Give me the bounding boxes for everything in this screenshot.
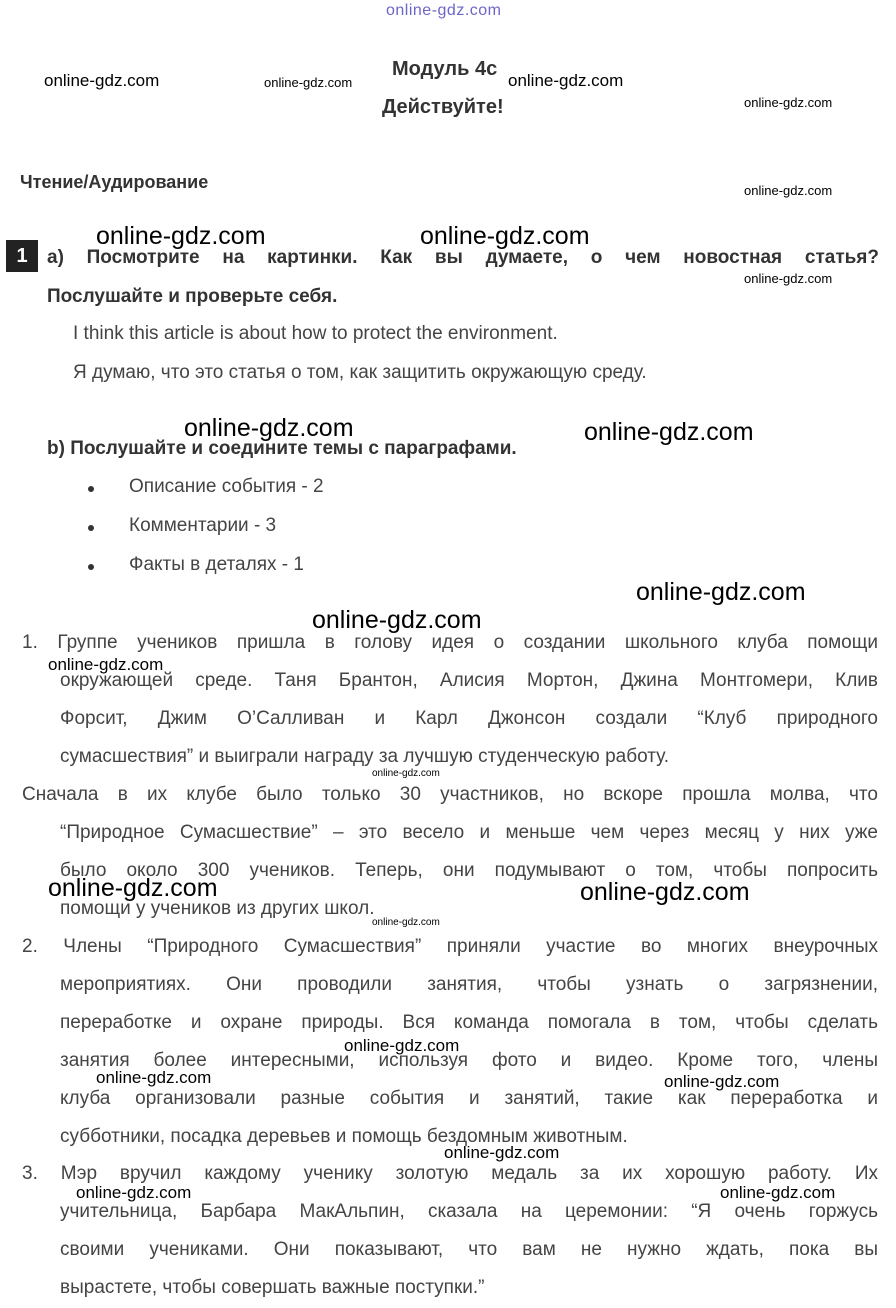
bullet-icon — [88, 525, 94, 531]
answer-russian: Я думаю, что это статья о том, как защитить окружающую среду. — [73, 362, 647, 383]
watermark: online-gdz.com — [720, 1183, 836, 1202]
module-title: Модуль 4c — [392, 58, 498, 80]
watermark: online-gdz.com — [344, 1036, 460, 1055]
watermark: online-gdz.com — [508, 71, 624, 90]
paragraph-line: учительница, Барбара МакАльпин, сказала на церемонии: “Я очень горжусь — [60, 1201, 878, 1222]
paragraph-line: своими учениками. Они показывают, что вам не нужно ждать, пока вы — [60, 1239, 878, 1260]
paragraph-line: мероприятиях. Они проводили занятия, чтобы узнать о загрязнении, — [60, 974, 878, 995]
watermark: online-gdz.com — [76, 1183, 192, 1202]
paragraph-line: вырастете, чтобы совершать важные поступки.” — [60, 1277, 485, 1298]
watermark: online-gdz.com — [96, 1068, 212, 1087]
watermark: online-gdz.com — [664, 1072, 780, 1091]
bullet-icon — [88, 564, 94, 570]
paragraph-line: сумасшествия” и выиграли награду за лучшую студенческую работу. — [60, 746, 670, 767]
answer-english: I think this article is about how to protect the environment. — [73, 323, 558, 344]
paragraph-line: помощи у учеников из других школ. — [60, 898, 375, 919]
watermark: online-gdz.com — [744, 271, 833, 286]
watermark: online-gdz.com — [48, 874, 218, 902]
watermark: online-gdz.com — [584, 418, 754, 446]
paragraph-block — [60, 966, 878, 1156]
section-heading: Чтение/Аудирование — [20, 172, 209, 192]
topic-item: Комментарии - 3 — [129, 515, 277, 536]
watermark: online-gdz.com — [312, 606, 482, 634]
paragraph-line: Форсит, Джим О’Салливан и Карл Джонсон создали “Клуб природного — [60, 708, 878, 729]
watermark: online-gdz.com — [636, 578, 806, 606]
task-b-prompt: b) Послушайте и соедините темы с параграфами. — [47, 438, 517, 459]
paragraph-line: окружающей среде. Таня Брантон, Алисия Мортон, Джина Монтгомери, Клив — [60, 670, 878, 691]
watermark: online-gdz.com — [96, 222, 266, 250]
watermark: online-gdz.com — [444, 1143, 560, 1162]
watermark: online-gdz.com — [420, 222, 590, 250]
watermark: online-gdz.com — [184, 414, 354, 442]
paragraph-line: занятия более интересными, используя фото и видео. Кроме того, члены — [60, 1050, 878, 1071]
lesson-title: Действуйте! — [382, 96, 504, 118]
task-a-prompt: a) Посмотрите на картинки. Как вы думаете, о чем новостная статья? — [47, 247, 879, 268]
watermark: online-gdz.com — [44, 71, 160, 90]
exercise-number: 1 — [6, 240, 38, 272]
paragraph-line: переработке и охране природы. Вся команда помогала в том, чтобы сделать — [60, 1012, 878, 1033]
watermark: online-gdz.com — [744, 183, 833, 198]
paragraph-line: 1. Группе учеников пришла в голову идея о создании школьного клуба помощи — [22, 632, 878, 653]
bullet-icon — [88, 486, 94, 492]
task-a-prompt-2: Послушайте и проверьте себя. — [47, 286, 338, 307]
paragraph-line: было около 300 учеников. Теперь, они подумывают о том, чтобы попросить — [60, 860, 878, 881]
watermark: online-gdz.com — [372, 768, 440, 779]
paragraph-block — [60, 814, 878, 928]
watermark: online-gdz.com — [264, 75, 353, 90]
watermark: online-gdz.com — [48, 655, 164, 674]
topic-item: Факты в деталях - 1 — [129, 554, 304, 575]
paragraph-line: клуба организовали разные события и занятий, такие как переработка и — [60, 1088, 878, 1109]
paragraph-block — [60, 1193, 878, 1307]
watermark-top: online-gdz.com — [386, 2, 502, 19]
watermark: online-gdz.com — [372, 917, 440, 928]
topic-item: Описание события - 2 — [129, 476, 324, 497]
paragraph-line: субботники, посадка деревьев и помощь бездомным животным. — [60, 1126, 628, 1147]
watermark: online-gdz.com — [744, 95, 833, 110]
watermark: online-gdz.com — [580, 878, 750, 906]
paragraph-line: 3. Мэр вручил каждому ученику золотую медаль за их хорошую работу. Их — [22, 1163, 878, 1184]
paragraph-line: 2. Члены “Природного Сумасшествия” приняли участие во многих внеурочных — [22, 936, 878, 957]
paragraph-block — [60, 662, 878, 776]
paragraph-line: Сначала в их клубе было только 30 участников, но вскоре прошла молва, что — [22, 784, 878, 805]
paragraph-line: “Природное Сумасшествие” – это весело и меньше чем через месяц у них уже — [60, 822, 878, 843]
